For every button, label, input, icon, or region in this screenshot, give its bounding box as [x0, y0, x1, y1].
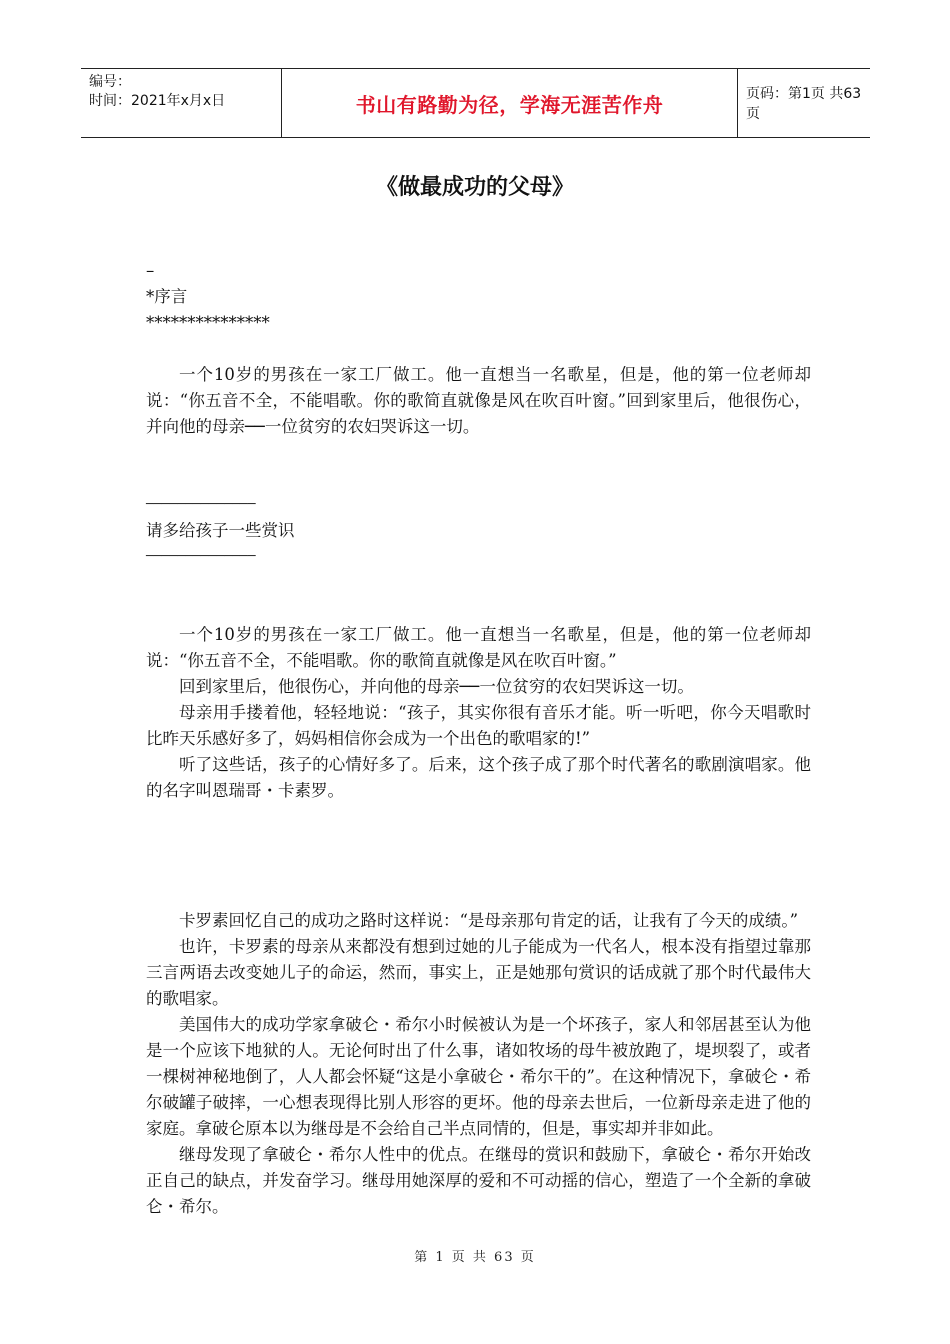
story-paragraph: 美国伟大的成功学家拿破仑・希尔小时候被认为是一个坏孩子，家人和邻居甚至认为他是一个应该下地狱的人。无论何时出了什么事，诸如牧场的母牛被放跑了，堤坝裂了，或者一棵树神秘地倒了，人人都会怀疑“这是小拿破仑・希尔干的”。在这种情况下，拿破仑・希尔破罐子破摔，一心想表现得比别人形容的更坏。他的母亲去世后，一位新母亲走进了他的家庭。拿破仑原本以为继母是不会给自己半点同情的，但是，事实却并非如此。 — [146, 1015, 811, 1138]
header-page-info — [736, 69, 870, 137]
story-paragraph: 继母发现了拿破仑・希尔人性中的优点。在继母的赏识和鼓励下，拿破仑・希尔开始改正自己的缺点，并发奋学习。继母用她深厚的爱和不可动摇的信心，塑造了一个全新的拿破仑・希尔。 — [146, 1145, 811, 1216]
document-title: 《做最成功的父母》 — [375, 175, 574, 200]
story-paragraph: 听了这些话，孩子的心情好多了。后来，这个孩子成了那个时代著名的歌剧演唱家。他的名字叫恩瑞哥・卡素罗。 — [146, 755, 811, 800]
header-table — [81, 68, 870, 138]
number-label: 编号： — [89, 74, 131, 90]
motto: 书山有路勤为径，学海无涯苦作舟 — [355, 92, 664, 117]
date-label: 时间：2021年x月x日 — [89, 93, 226, 109]
section-label: *序言 — [146, 287, 188, 306]
page-footer: 第 1 页 共 63 页 — [414, 1250, 536, 1265]
page-info: 页码：第1页 共63页 — [746, 86, 862, 122]
intro-paragraph: 一个10岁的男孩在一家工厂做工。他一直想当一名歌星，但是，他的第一位老师却说：“你五音不全，不能唱歌。你的歌简直就像是风在吹百叶窗。”回到家里后，他很伤心，并向他的母亲──一位贫穷的农妇哭诉这一切。 — [146, 365, 811, 436]
story-paragraph: 卡罗素回忆自己的成功之路时这样说：“是母亲那句肯定的话，让我有了今天的成绩。” — [179, 911, 799, 930]
story-paragraph: 母亲用手搂着他，轻轻地说：“孩子，其实你很有音乐才能。听一听吧，你今天唱歌时比昨天乐感好多了，妈妈相信你会成为一个出色的歌唱家的!” — [146, 703, 811, 748]
document-body — [146, 258, 811, 1220]
story-paragraph: 一个10岁的男孩在一家工厂做工。他一直想当一名歌星，但是，他的第一位老师却说：“你五音不全，不能唱歌。你的歌简直就像是风在吹百叶窗。” — [146, 625, 811, 670]
story-paragraph: 回到家里后，他很伤心，并向他的母亲──一位贫穷的农妇哭诉这一切。 — [179, 677, 694, 696]
stars-divider: *************** — [146, 313, 270, 332]
story-paragraph: 也许，卡罗素的母亲从来都没有想到过她的儿子能成为一代名人，根本没有指望过靠那三言两语去改变她儿子的命运，然而，事实上，正是她那句赏识的话成就了那个时代最伟大的歌唱家。 — [146, 937, 811, 1008]
rule-top: ────────────── — [146, 497, 256, 512]
header-motto-cell — [281, 69, 738, 137]
intro-dash: – — [146, 261, 155, 280]
rule-bottom: ────────────── — [146, 549, 256, 564]
header-meta — [81, 69, 281, 137]
section-heading: 请多给孩子一些赏识 — [146, 521, 295, 540]
